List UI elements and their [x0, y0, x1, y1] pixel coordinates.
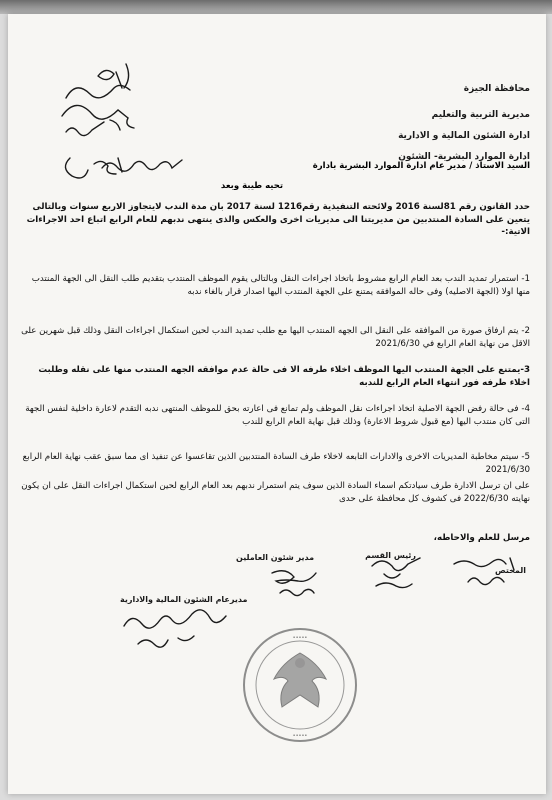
signature-title-hr-manager: مدير شئون العاملين — [236, 553, 315, 562]
procedure-item-5: 5- سيتم مخاطبة المديريات الاخرى والادارات التابعه لاخلاء طرف السادة المنتدبين الذين تقاعسوا عن تنفيذ اى مما سبق عقب نهاية العام الرابع 2021/6/30 — [22, 452, 530, 475]
procedure-item-2: 2- يتم ارفاق صورة من الموافقه على النقل الى الجهه المنتدب اليها مع طلب تمديد الندب لحين استكمال اجراءات النقل وذلك قبل شهرين على الاقل من نهاية العام الرابع في 2021/6/30 — [21, 326, 530, 349]
svg-text:•••••: ••••• — [292, 733, 308, 739]
signature-title-gm-finance: مديرعام الشئون المالية والادارية — [120, 595, 248, 604]
directorate-name: مديرية التربية والتعليم — [431, 110, 530, 120]
procedure-item-4: 4- فى حالة رفض الجهة الاصلية اتخاذ اجراءات نقل الموظف ولم تمانع فى اعارته بحق للموظف المنتهى ندبه التقدم لاعارة داخلية لنفس الجهة التى كان منتدب اليها (مع قبول شروط الاعارة) وذلك قبل نهاية العام الرابع للندب — [25, 404, 530, 427]
signature-title-section-head: رئيس القسم — [365, 551, 416, 560]
greeting: تحيه طيبة وبعد — [220, 181, 284, 191]
procedure-item-3: 3-يمتنع على الجهة المنتدب اليها الموظف اخلاء طرفه الا فى حالة عدم موافقه الجهه المنتدب منها على نقله وطلبت اخلاء طرفه فور انتهاء العام الرابع للندبه — [38, 365, 530, 388]
signature-hr-manager — [266, 565, 336, 601]
finance-admin-name: ادارة الشئون المالية و الادارية — [398, 131, 530, 141]
hr-admin-name: ادارة الموارد البشرية- الشئون — [398, 152, 530, 162]
signature-title-clerk: المختص — [494, 566, 526, 575]
letter-page — [8, 14, 546, 794]
handwritten-addressee-fill — [100, 156, 186, 174]
signature-section-head — [364, 552, 434, 592]
governorate-name: محافظة الجيزة — [463, 84, 530, 94]
procedure-item-1: 1- استمرار تمديد الندب بعد العام الرابع مشروط باتخاذ اجراءات النقل وبالتالى يقوم الموظف المنتدب بتقديم طلب النقل الى الجهة المنتدب منها اولا (الجهة الاصليه) وفى حاله الموافقه يمتنع على الجهة المنتدب اليها اصدار قرار بالغاء ندبه — [31, 274, 530, 297]
signature-gm-finance — [116, 606, 246, 656]
closing-regards: مرسل للعلم والاحاطه، — [433, 533, 530, 543]
eagle-seal-stamp — [240, 625, 360, 745]
svg-text:•••••: ••••• — [292, 635, 308, 641]
closing-instruction: على ان ترسل الادارة طرف سيادتكم اسماء السادة الذين سوف يتم استمرار ندبهم بعد العام الرابع لحين استكمال اجراءات النقل على ان يكون نهايته 2022/6/30 فى كشوف كل محافظة على حدى — [21, 481, 530, 504]
intro-paragraph: حدد القانون رقم 81لسنة 2016 ولائحته التنفيذية رقم1216 لسنة 2017 بان مدة الندب لايتجاوز الاربع سنوات وبالتالى يتعين على السادة المنتدبين من مديريتنا الى مديريات اخرى والعكس والذى ينتهى ندبهم للعام الرابع اتباع احد الاجراءات الاتية:- — [26, 202, 530, 238]
addressee-text: السيد الاستاذ / مدير عام ادارة الموارد البشرية بادارة — [312, 161, 530, 171]
signature-clerk — [448, 552, 528, 592]
scan-edge-shadow — [0, 0, 552, 14]
